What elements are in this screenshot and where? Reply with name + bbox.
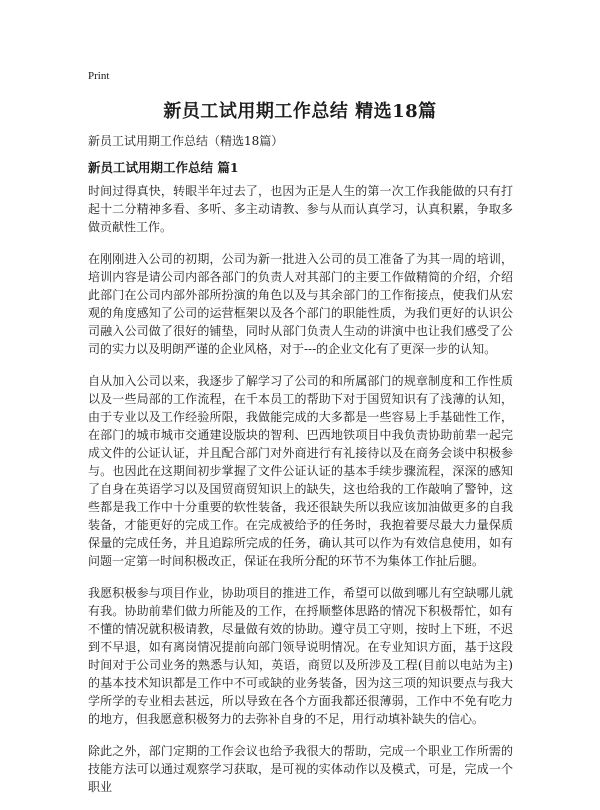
document-body: [88, 182, 513, 810]
paragraph: 我愿积极参与项目作业，协助项目的推进工作，希望可以做到哪儿有空缺哪儿就有我。协助前辈们做力所能及的工作，在捋顺整体思路的情况下积极帮忙，如有不懂的情况就积极请教，尽量做有效的协助。遵守员工守则，按时上下班，不迟到不早退，如有离岗情况提前向部门领导说明情况。在专业知识方面，基于这段时间对于公司业务的熟悉与认知，英语，商贸以及所涉及工程(目前以电站为主)的基本技术知识都是工作中不可或缺的业务装备，因为这三项的知识要点与我大学所学的专业相去甚远，所以导致在各个方面我都还很薄弱，工作中不免有吃力的地方，但我愿意积极努力的去弥补自身的不足，用行动填补缺失的信心。: [88, 586, 513, 726]
print-label[interactable]: Print: [88, 70, 110, 82]
paragraph: 自从加入公司以来，我逐步了解学习了公司的和所属部门的规章制度和工作性质以及一些局部的工作流程，在千本员工的帮助下对于国贸知识有了浅薄的认知，由于专业以及工作经验所限，我做能完成的大多都是一些容易上手基础性工作，在部门的城市城市交通建设版块的智利、巴西地铁项目中我负责协助前辈一起完成文件的公证认证，并且配合部门对外商进行有礼接待以及在商务会谈中积极参与。也因此在这期间初步掌握了文件公证认证的基本手续步骤流程，深深的感知了自身在英语学习以及国贸商贸知识上的缺失，这也给我的工作敲响了警钟，这些都是我工作中十分重要的软性装备，我还很缺失所以我应该加油做更多的自我装备，才能更好的完成工作。在完成被给予的任务时，我抱着要尽最大力量保质保量的完成任务，并且追踪所完成的任务，确认其可以作为有效信息使用，如有问题一定第一时间积极改正，保证在我所分配的环节不为集体工作扯后腿。: [88, 374, 513, 568]
section-heading: 新员工试用期工作总结 篇1: [88, 160, 239, 175]
paragraph: 除此之外，部门定期的工作会议也给予我很大的帮助，完成一个职业工作所需的技能方法可以通过观察学习获取，是可视的实体动作以及模式，可是，完成一个职业: [88, 744, 513, 794]
page-title: 新员工试用期工作总结 精选18篇: [163, 101, 437, 122]
document-subtitle: 新员工试用期工作总结（精选18篇）: [88, 134, 284, 148]
paragraph: 时间过得真快，转眼半年过去了，也因为正是人生的第一次工作我能做的只有打起十二分精神多看、多听、多主动请教、参与从而认真学习，认真积累，争取多做贡献性工作。: [88, 184, 513, 234]
paragraph: 在刚刚进入公司的初期，公司为新一批进入公司的员工准备了为其一周的培训，培训内容是请公司内部各部门的负责人对其部门的主要工作做精简的介绍，介绍此部门在公司内部外部所扮演的角色以及与其余部门的工作衔接点，使我们从宏观的角度感知了公司的运营框架以及各个部门的职能性质，为我们更好的认识公司融入公司做了很好的铺垫，同时从部门负责人生动的讲演中也让我们感受了公司的实力以及明朗严谨的企业风格，对于---的企业文化有了更深一步的认知。: [88, 252, 513, 356]
